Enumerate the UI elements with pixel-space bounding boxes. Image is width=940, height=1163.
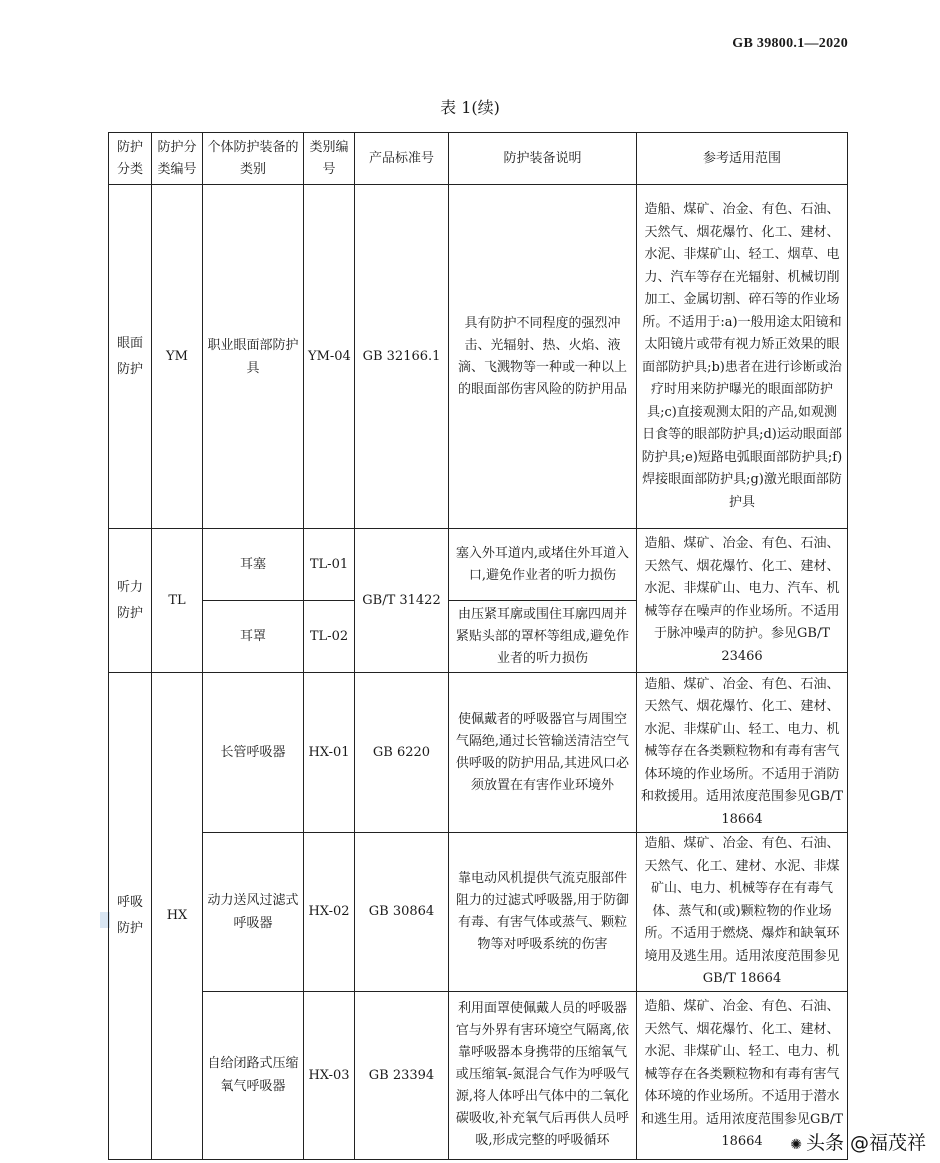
standard-cell: GB 30864 [355,833,449,992]
standard-cell: GB 23394 [355,991,449,1159]
category-cell: 听力防护 [109,529,152,673]
scope-cell: 造船、煤矿、冶金、有色、石油、天然气、化工、建材、水泥、非煤矿山、电力、机械等存在有毒气体、蒸气和(或)颗粒物的作业场所。不适用于燃烧、爆炸和缺氧环境用及逃生用。适用浓度范围参见GB/T 18664 [637,833,848,992]
table-row [109,991,848,1159]
table-row [109,833,848,992]
col-header-scope: 参考适用范围 [637,133,848,185]
standard-cell: GB/T 31422 [355,529,449,673]
type-code-cell: TL-02 [304,601,355,673]
col-header-standard: 产品标准号 [355,133,449,185]
ppe-type-cell: 耳塞 [203,529,304,601]
standard-number: GB 39800.1—2020 [732,36,848,51]
ppe-type-cell: 长管呼吸器 [203,673,304,833]
col-header-ppe-type: 个体防护装备的类别 [203,133,304,185]
type-code-cell: HX-03 [304,991,355,1159]
ppe-type-cell: 动力送风过滤式呼吸器 [203,833,304,992]
description-cell: 塞入外耳道内,或堵住外耳道入口,避免作业者的听力损伤 [449,529,637,601]
ppe-type-cell: 耳罩 [203,601,304,673]
table-row [109,185,848,529]
description-cell: 利用面罩使佩戴人员的呼吸器官与外界有害环境空气隔离,依靠呼吸器本身携带的压缩氧气或压缩氧-氮混合气作为呼吸气源,将人体呼出气体中的二氧化碳吸收,补充氧气后再供人员呼吸,形成完整的呼吸循环 [449,991,637,1159]
standard-cell: GB 6220 [355,673,449,833]
scope-cell: 造船、煤矿、冶金、有色、石油、天然气、烟花爆竹、化工、建材、水泥、非煤矿山、电力、汽车、机械等存在噪声的作业场所。不适用于脉冲噪声的防护。参见GB/T 23466 [637,529,848,673]
table-row [109,673,848,833]
description-cell: 由压紧耳廓或围住耳廓四周并紧贴头部的罩杯等组成,避免作业者的听力损伤 [449,601,637,673]
col-header-type-code: 类别编号 [304,133,355,185]
type-code-cell: YM-04 [304,185,355,529]
scope-cell: 造船、煤矿、冶金、有色、石油、天然气、烟花爆竹、化工、建材、水泥、非煤矿山、轻工、烟草、电力、汽车等存在光辐射、机械切削加工、金属切割、碎石等的作业场所。不适用于:a)一般用途太阳镜和太阳镜片或带有视力矫正效果的眼面部防护具;b)患者在进行诊断或治疗时用来防护曝光的眼面部防护具;c)直接观测太阳的产品,如观测日食等的眼部防护具;d)运动眼面部防护具;e)短路电弧眼面部防护具;f)焊接眼面部防护具;g)激光眼面部防护具 [637,185,848,529]
type-code-cell: HX-01 [304,673,355,833]
description-cell: 使佩戴者的呼吸器官与周围空气隔绝,通过长管输送清洁空气供呼吸的防护用品,其进风口必须放置在有害作业环境外 [449,673,637,833]
category-cell: 眼面防护 [109,185,152,529]
ppe-type-cell: 职业眼面部防护具 [203,185,304,529]
description-cell: 具有防护不同程度的强烈冲击、光辐射、热、火焰、液滴、飞溅物等一种或一种以上的眼面部伤害风险的防护用品 [449,185,637,529]
category-code-cell: TL [152,529,203,673]
description-cell: 靠电动风机提供气流克服部件阻力的过滤式呼吸器,用于防御有毒、有害气体或蒸气、颗粒物等对呼吸系统的伤害 [449,833,637,992]
category-code-cell: YM [152,185,203,529]
watermark-icon: ✺ [790,1137,802,1153]
ppe-table [108,132,848,1160]
col-header-description: 防护装备说明 [449,133,637,185]
scope-cell: 造船、煤矿、冶金、有色、石油、天然气、烟花爆竹、化工、建材、水泥、非煤矿山、轻工、电力、机械等存在各类颗粒物和有毒有害气体环境的作业场所。不适用于潜水和逃生用。适用浓度范围参见GB/T 18664 [637,991,848,1159]
category-code-cell: HX [152,673,203,1160]
type-code-cell: TL-01 [304,529,355,601]
type-code-cell: HX-02 [304,833,355,992]
watermark-text: 头条 @福茂祥 [805,1132,926,1154]
ppe-type-cell: 自给闭路式压缩氧气呼吸器 [203,991,304,1159]
table-row [109,529,848,601]
header-row [109,133,848,185]
table-caption: 表 1(续) [440,98,500,117]
watermark [790,1128,926,1155]
col-header-category-code: 防护分类编号 [152,133,203,185]
category-cell: 呼吸防护 [109,673,152,1160]
col-header-category: 防护分类 [109,133,152,185]
standard-cell: GB 32166.1 [355,185,449,529]
scope-cell: 造船、煤矿、冶金、有色、石油、天然气、烟花爆竹、化工、建材、水泥、非煤矿山、轻工、电力、机械等存在各类颗粒物和有毒有害气体环境的作业场所。不适用于消防和救援用。适用浓度范围参见GB/T 18664 [637,673,848,833]
